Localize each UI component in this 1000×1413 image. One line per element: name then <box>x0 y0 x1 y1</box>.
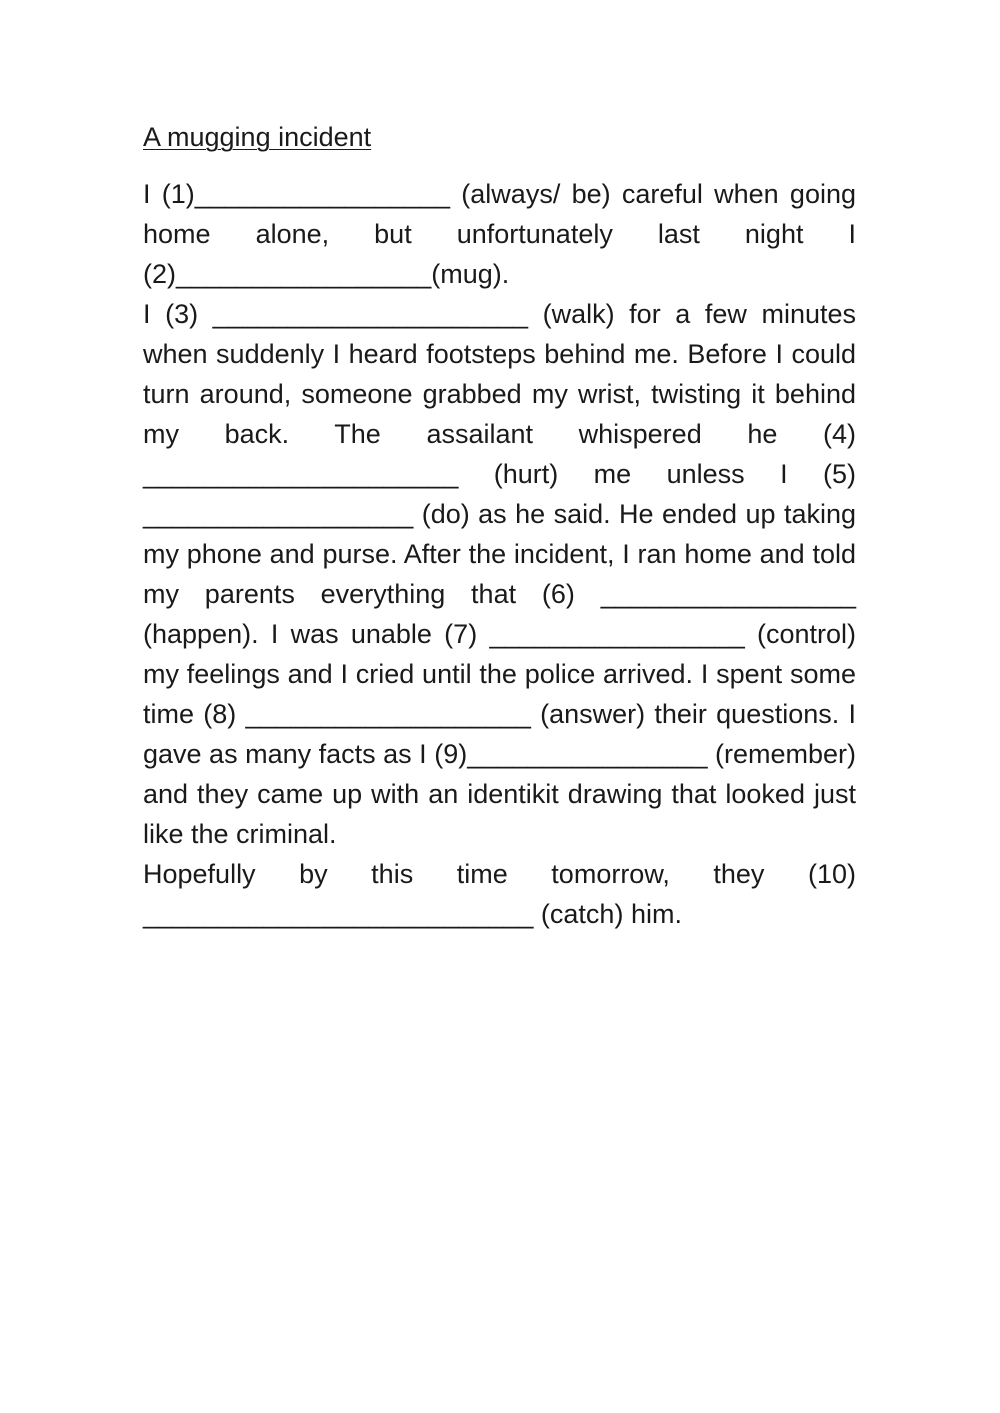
text-segment: (remember) and they came up with an identikit drawing that looked just like the criminal. <box>143 739 856 849</box>
blank-1[interactable]: _________________ <box>194 179 451 209</box>
blank-6[interactable]: _________________ <box>600 579 856 609</box>
paragraph-3 <box>143 854 856 934</box>
blank-2[interactable]: _________________ <box>176 259 432 289</box>
blank-4[interactable]: _____________________ <box>143 459 459 489</box>
text-segment: I (3) <box>143 299 213 329</box>
worksheet-title: A mugging incident <box>143 122 372 152</box>
blank-9[interactable]: ________________ <box>467 739 708 769</box>
text-segment: (happen). I was unable (7) <box>143 619 490 649</box>
text-segment: (hurt) me unless I (5) <box>458 459 856 489</box>
blank-5[interactable]: __________________ <box>143 499 414 529</box>
worksheet-page <box>143 118 856 934</box>
text-segment: (catch) him. <box>533 899 682 929</box>
text-segment: I (1) <box>143 179 195 209</box>
text-segment: (always/ be) careful when going home alone, but unfortunately last night I (2) <box>143 179 856 289</box>
paragraph-2 <box>143 294 856 854</box>
text-segment: (mug). <box>431 259 510 289</box>
blank-10[interactable]: __________________________ <box>143 899 534 929</box>
blank-7[interactable]: _________________ <box>489 619 745 649</box>
paragraph-1 <box>143 174 856 294</box>
text-segment: (answer) their questions. I gave as many facts as I (9) <box>143 699 856 769</box>
blank-3[interactable]: _____________________ <box>212 299 529 329</box>
text-segment: Hopefully by this time tomorrow, they (10) <box>143 859 856 889</box>
text-segment: (walk) for a few minutes when suddenly I heard footsteps behind me. Before I could turn around, someone grabbed my wrist, twisting it behind my back. The assailant whispered he (4) <box>143 299 856 449</box>
blank-8[interactable]: ___________________ <box>245 699 531 729</box>
text-segment: (control) my feelings and I cried until the police arrived. I spent some time (8) <box>143 619 856 729</box>
text-segment: (do) as he said. He ended up taking my phone and purse. After the incident, I ran home and told my parents everything that (6) <box>143 499 856 609</box>
